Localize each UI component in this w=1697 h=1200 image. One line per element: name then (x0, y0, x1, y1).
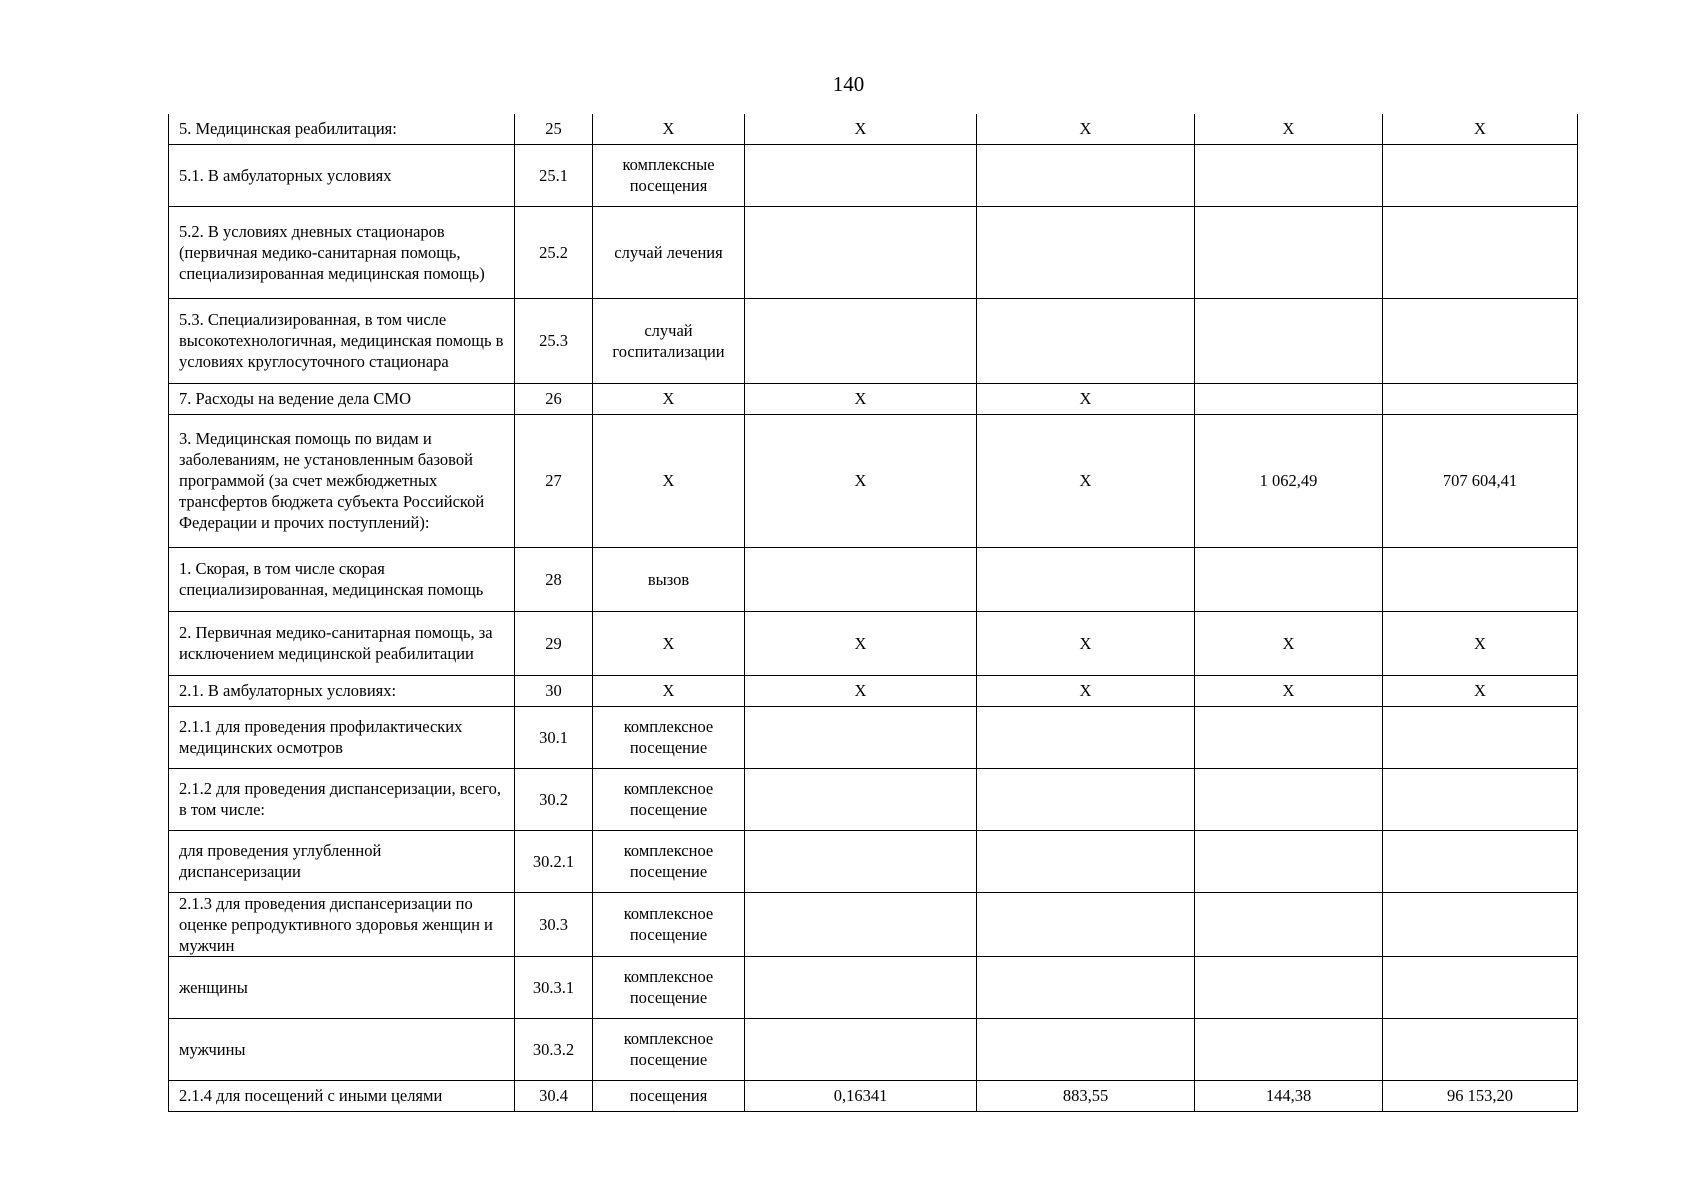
row-col3: Х (1195, 114, 1383, 144)
table-row (169, 383, 1578, 414)
row-col1: Х (745, 383, 977, 414)
row-unit: вызов (593, 547, 745, 611)
row-code: 27 (515, 414, 593, 547)
row-col2: Х (977, 414, 1195, 547)
row-col4: Х (1383, 611, 1578, 675)
row-code: 30 (515, 675, 593, 706)
row-col4: 96 153,20 (1383, 1080, 1578, 1111)
row-col4 (1383, 956, 1578, 1018)
row-col2: 883,55 (977, 1080, 1195, 1111)
table-row (169, 1018, 1578, 1080)
table-row (169, 206, 1578, 298)
row-col2: Х (977, 675, 1195, 706)
row-col4 (1383, 383, 1578, 414)
row-col1 (745, 547, 977, 611)
table-row (169, 114, 1578, 144)
row-code: 28 (515, 547, 593, 611)
page-number: 140 (832, 72, 865, 96)
row-unit: Х (593, 383, 745, 414)
row-code: 30.4 (515, 1080, 593, 1111)
row-col2 (977, 547, 1195, 611)
row-code: 25.1 (515, 144, 593, 206)
row-col2 (977, 206, 1195, 298)
row-code: 30.3.2 (515, 1018, 593, 1080)
row-name: 3. Медицинская помощь по видам и заболеваниям, не установленным базовой программой (за счет межбюджетных трансфертов бюджета субъекта Российской Федерации и прочих поступлений): (169, 414, 515, 547)
row-col4: 707 604,41 (1383, 414, 1578, 547)
row-code: 30.2.1 (515, 830, 593, 892)
row-code: 25.2 (515, 206, 593, 298)
row-col4 (1383, 768, 1578, 830)
row-col1 (745, 892, 977, 956)
row-col3 (1195, 383, 1383, 414)
table-row (169, 768, 1578, 830)
table-row (169, 892, 1578, 956)
row-col1 (745, 768, 977, 830)
row-unit: комплексное посещение (593, 1018, 745, 1080)
row-col4 (1383, 206, 1578, 298)
row-col3 (1195, 298, 1383, 383)
row-code: 30.3.1 (515, 956, 593, 1018)
row-col2: Х (977, 611, 1195, 675)
row-unit: комплексное посещение (593, 706, 745, 768)
row-col1: Х (745, 675, 977, 706)
row-col3 (1195, 892, 1383, 956)
row-name: 2.1.4 для посещений с иными целями (169, 1080, 515, 1111)
row-col1: Х (745, 611, 977, 675)
row-col1: Х (745, 114, 977, 144)
table-row (169, 675, 1578, 706)
row-name: 2.1.1 для проведения профилактических медицинских осмотров (169, 706, 515, 768)
row-col3: 1 062,49 (1195, 414, 1383, 547)
row-unit: Х (593, 414, 745, 547)
row-col2: Х (977, 114, 1195, 144)
row-col4 (1383, 547, 1578, 611)
table-row (169, 414, 1578, 547)
row-col1: 0,16341 (745, 1080, 977, 1111)
row-col1 (745, 956, 977, 1018)
table-row (169, 956, 1578, 1018)
row-name: мужчины (169, 1018, 515, 1080)
row-col3: 144,38 (1195, 1080, 1383, 1111)
row-col1: Х (745, 414, 977, 547)
row-code: 30.3 (515, 892, 593, 956)
row-code: 30.1 (515, 706, 593, 768)
table-row (169, 830, 1578, 892)
row-unit: посещения (593, 1080, 745, 1111)
row-unit: комплексное посещение (593, 892, 745, 956)
row-unit: случай лечения (593, 206, 745, 298)
row-code: 29 (515, 611, 593, 675)
row-col3 (1195, 1018, 1383, 1080)
row-name: 1. Скорая, в том числе скорая специализированная, медицинская помощь (169, 547, 515, 611)
row-name: для проведения углубленной диспансеризации (169, 830, 515, 892)
row-col4 (1383, 706, 1578, 768)
row-col1 (745, 1018, 977, 1080)
row-col3 (1195, 768, 1383, 830)
row-col1 (745, 706, 977, 768)
row-col2 (977, 706, 1195, 768)
row-unit: комплексное посещение (593, 956, 745, 1018)
row-col4: Х (1383, 114, 1578, 144)
row-code: 30.2 (515, 768, 593, 830)
row-col3 (1195, 547, 1383, 611)
row-col4 (1383, 892, 1578, 956)
table-row (169, 298, 1578, 383)
table-row (169, 706, 1578, 768)
row-unit: Х (593, 675, 745, 706)
row-code: 25.3 (515, 298, 593, 383)
table-row (169, 611, 1578, 675)
row-name: 7. Расходы на ведение дела СМО (169, 383, 515, 414)
row-name: 2. Первичная медико-санитарная помощь, за исключением медицинской реабилитации (169, 611, 515, 675)
row-col1 (745, 144, 977, 206)
row-col3 (1195, 706, 1383, 768)
row-name: 5.3. Специализированная, в том числе высокотехнологичная, медицинская помощь в условиях круглосуточного стационара (169, 298, 515, 383)
row-name: 2.1. В амбулаторных условиях: (169, 675, 515, 706)
row-col3 (1195, 956, 1383, 1018)
row-unit: комплексные посещения (593, 144, 745, 206)
data-table (168, 114, 1578, 1112)
row-name: 5.2. В условиях дневных стационаров (первичная медико-санитарная помощь, специализированная медицинская помощь) (169, 206, 515, 298)
table-row (169, 1080, 1578, 1111)
row-col2 (977, 892, 1195, 956)
table-row (169, 144, 1578, 206)
row-col4: Х (1383, 675, 1578, 706)
row-name: 5.1. В амбулаторных условиях (169, 144, 515, 206)
row-col3 (1195, 830, 1383, 892)
row-col3: Х (1195, 675, 1383, 706)
row-unit: комплексное посещение (593, 830, 745, 892)
row-name: 5. Медицинская реабилитация: (169, 114, 515, 144)
row-unit: Х (593, 114, 745, 144)
row-col2 (977, 298, 1195, 383)
row-name: 2.1.3 для проведения диспансеризации по оценке репродуктивного здоровья женщин и мужчин (169, 892, 515, 956)
row-col3 (1195, 206, 1383, 298)
row-col4 (1383, 144, 1578, 206)
row-unit: Х (593, 611, 745, 675)
row-unit: случай госпитализации (593, 298, 745, 383)
row-col3: Х (1195, 611, 1383, 675)
row-col2 (977, 956, 1195, 1018)
row-unit: комплексное посещение (593, 768, 745, 830)
row-col1 (745, 206, 977, 298)
row-col3 (1195, 144, 1383, 206)
row-code: 26 (515, 383, 593, 414)
row-col2 (977, 830, 1195, 892)
row-col2 (977, 144, 1195, 206)
row-col1 (745, 830, 977, 892)
row-name: женщины (169, 956, 515, 1018)
row-name: 2.1.2 для проведения диспансеризации, всего, в том числе: (169, 768, 515, 830)
row-col2 (977, 1018, 1195, 1080)
row-col1 (745, 298, 977, 383)
row-col4 (1383, 1018, 1578, 1080)
table-row (169, 547, 1578, 611)
row-code: 25 (515, 114, 593, 144)
row-col2: Х (977, 383, 1195, 414)
row-col4 (1383, 830, 1578, 892)
row-col2 (977, 768, 1195, 830)
row-col4 (1383, 298, 1578, 383)
